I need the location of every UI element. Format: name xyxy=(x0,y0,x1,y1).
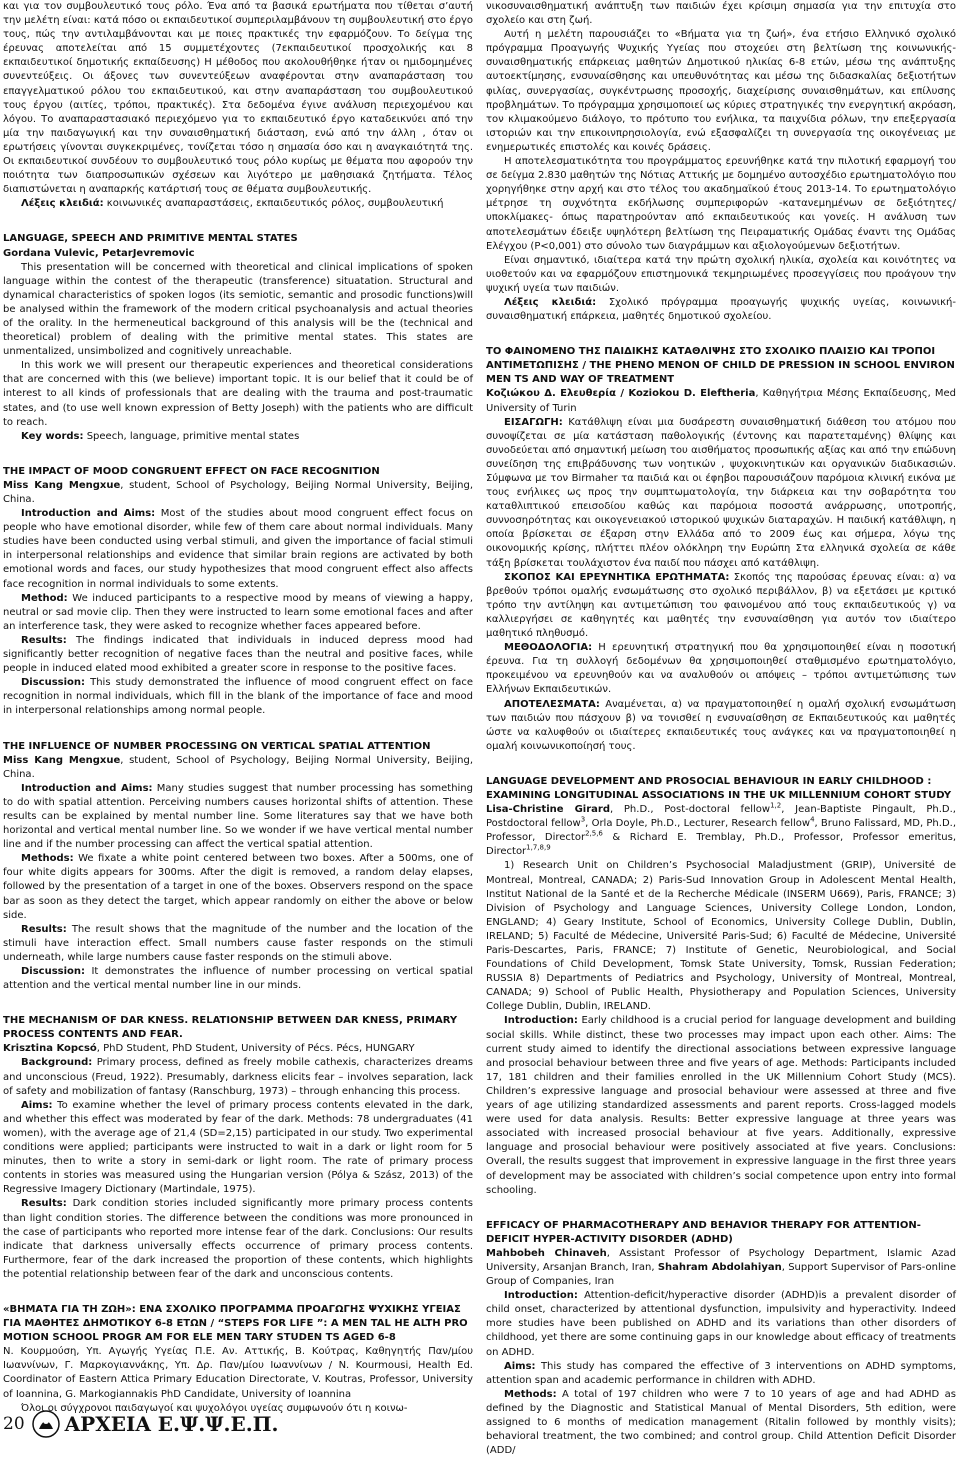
abstract-authors xyxy=(3,247,473,261)
section-text: To examine whether the level of primary process contents elevated in the dark, and whether this effect was moderated by fear of the dark. Methods: 78 undergraduates (41 women), with the average age of 21,4 (SD=2,15) participated in our study. Two experimental conditions were applied; participants were instructed to wait in a dark or light room for 5 minutes, then to write a story in semi-dark or light room. The rate of primary process contents in stories was measured using the Hungarian version (Pólya & Szász, 2013) of the Regressive Imagery Dictionary (Martindale, 1975). xyxy=(3,1099,473,1196)
section-label: Methods: xyxy=(504,1388,557,1400)
section-text: Αναμένεται, α) να πραγματοποιηθεί η ομαλή σχολική ενσωμάτωση των παιδιών που πάσχουν β) να τονισθεί η ενσυναίσθηση σε Εκπαιδευτικούς και μαθητές ώστε να καλυφθούν οι ιδιαίτερες εκπαιδευτικές τους ανάγκες και να πραγματοποιηθεί η ομαλή κοινωνικοποίησή τους. xyxy=(486,698,956,752)
section-text: Dark condition stories included significantly more primary process contents than light condition stories. The difference between the conditions was more pronounced in the case of participants who reported more intense fear of the dark. Conclusions: Our results indicate that darkness universally effects occurrence of primary process contents. Furthermore, fear of the dark increased the proportion of these contents, which highlights the potential relationship between fear of the dark and unconscious contents. xyxy=(3,1198,473,1280)
author-name: Shahram Abdolahiyan xyxy=(657,1261,782,1273)
section-label: Introduction: xyxy=(504,1290,578,1302)
section-label: ΑΠΟΤΕΛΕΣΜΑΤΑ: xyxy=(504,698,600,710)
keywords-label: Λέξεις κλειδιά: xyxy=(504,296,597,308)
author-name: Lisa-Christine Girard xyxy=(486,804,610,816)
paragraph xyxy=(3,782,473,852)
author-name: Miss Kang Mengxue xyxy=(3,754,121,766)
paragraph: και για τον συμβουλευτικό τους ρόλο. Ένα από τα βασικά ερωτήματα που τίθεται σ’αυτή την μελέτη είναι: κατά πόσο οι εκπαιδευτικοί συμπεριλαμβάνουν τη συμβουλευτική στο έργο τους, πώς την αντιλαμβάνονται και με ποιες πρακτικές την εφαρμόζουν. Το δείγμα της έρευνας αποτελείται από 15 συμμετέχοντες (7εκπαιδευτικοί προσχολικής και 8 εκπαιδευτικοί δημοτικής εκπαίδευσης) Η μέθοδος που ακολουθήθηκε ήταν οι ημιδομημένες συνεντεύξεις. Οι άξονες των συνεντεύξεων αναφέρονται στην αναπαράσταση του επαγγελματικού ρόλου του εκπαιδευτικού, και στην αναπαράσταση του συμβουλευτικού τους έργου (αιτίες, τρόποι, πρακτικές). Στα δεδομένα έγινε ανάλυση περιεχομένου και λόγου. Το αναπαραστασιακό περιεχόμενο για το εκπαιδευτικό έργο καταδεικνύει από την μία την παιδαγωγική και την συναισθηματική διάσταση, ενώ από την άλλη , όταν οι ερωτήσεις γίνονται συγκεκριμένες, τονίζεται τόσο η σημασία όσο και η αναγκαιότητά της. Οι εκπαιδευτικοί συνδέουν το συμβουλευτικό τους ρόλο κυρίως με θέματα που αφορούν την ποιότητα των διαπροσωπικών σχέσεων και λιγότερο με μαθησιακά ζητήματα. Τέλος διαπιστώνεται η αναπαρκής κατάρτισή τους σε θέματα συμβουλευτικής. xyxy=(3,1,473,196)
abstract-authors xyxy=(3,1042,473,1056)
paragraph xyxy=(486,1014,956,1197)
page-footer xyxy=(3,1404,303,1444)
paragraph xyxy=(3,1197,473,1282)
author-affiliation: , Support Supervisor of Pars-online Group of Companies, Iran xyxy=(486,1261,956,1288)
section-label: Results: xyxy=(21,634,67,646)
section-label: ΕΙΣΑΓΩΓΗ: xyxy=(504,416,563,428)
section-text: Primary process, defined as freely mobile cathexis, characterizes dreams and unconscious (Freud, 1922). Presumably, darkness elicits fear – involves separation, lack of safety and mobilization of fantasy (Ranschburg, 1973) – through enhancing this process. xyxy=(3,1057,473,1097)
paragraph xyxy=(3,965,473,993)
keywords-text: Speech, language, primitive mental states xyxy=(83,430,300,442)
abstract-authors: N. Κουρμούση, Υπ. Αγωγής Υγείας Π.Ε. Αν. Αττικής, Β. Κούτρας, Καθηγητής Παν/μίου Ιωαννίνων, Γ. Μαρκογιαννάκης, Υπ. Δρ. Παν/μίου Ιωαννίνων / N. Kourmousi, Health Ed. Coordinator of Eastern Attica Primary Education Directorate, V. Koutras, Professor, University of Ioannina, G. Markogiannakis PhD Candidate, University of Ioannina xyxy=(3,1346,473,1400)
paragraph: Είναι σημαντικό, ιδιαίτερα κατά την πρώτη σχολική ηλικία, σχολεία και κοινότητες να υιοθετούν και να εφαρμόζουν επιστημονικά τεκμηριωμένες προσεγγίσεις που προάγουν την ψυχική υγεία των παιδιών. xyxy=(486,254,956,294)
paragraph xyxy=(486,416,956,571)
affiliation-marker: 1,2 xyxy=(770,801,782,810)
section-text: Early childhood is a crucial period for language development and building social skills. While distinct, these two processes may impact upon each other. Aims: The current study aimed to identify the directional associations between expressive language and prosocial behaviour between three and five years of age. Methods: Participants included 17, 181 children and their families enrolled in the UK Millennium Cohort Study (MCS). Children’s expressive language and prosocial behaviour were assessed at three and five years of age utilizing standardized assessments and parent reports. Cross-lagged models were used for data analysis. Results: Better expressive language at three years was associated with increased prosocial behaviour at five years. Additionally, expressive language and prosocial behaviour were positively associated at five years. Conclusions: Overall, the results suggest that improvement in expressive language in the first three years of development may be associated with children’s social competence upon entry into formal schooling. xyxy=(486,1015,956,1196)
abstract-authors xyxy=(486,1247,956,1289)
section-label: Introduction: xyxy=(504,1015,578,1027)
section-text: It demonstrates the influence of number processing on vertical spatial attention and the vertical mental number line in our minds. xyxy=(3,966,473,992)
journal-emblem-icon xyxy=(31,1409,61,1439)
author-affiliation: , PhD Student, PhD Student, University of Pécs. Pécs, HUNGARY xyxy=(96,1043,415,1055)
paragraph xyxy=(486,641,956,697)
paragraph xyxy=(3,1056,473,1098)
section-label: Background: xyxy=(21,1057,93,1069)
abstract-title: THE IMPACT OF MOOD CONGRUENT EFFECT ON FACE RECOGNITION xyxy=(3,465,380,477)
affiliation-marker: 3 xyxy=(580,815,586,824)
right-column xyxy=(486,0,956,1458)
author-name: Gordana Vulevic, PetarJevremovic xyxy=(3,247,195,259)
abstract-title: LANGUAGE DEVELOPMENT AND PROSOCIAL BEHAVIOUR IN EARLY CHILDHOOD : EXAMINING LONGITUDINAL ASSOCIATIONS IN THE UK MILLENNIUM COHORT STUDY xyxy=(486,775,952,801)
abstract-authors xyxy=(486,387,956,415)
section-text: The findings indicated that individuals in induced depress mood had significantly better recognition of negative faces than the neutral and positive faces, while people in induced elated mood exhibited a greater score in response to the positive faces. xyxy=(3,634,473,675)
author-affiliation: , student, School of Psychology, Beijing Normal University, Beijing, China. xyxy=(3,479,473,505)
section-label: Introduction and Aims: xyxy=(21,782,153,794)
paragraph xyxy=(486,698,956,754)
abstract-title: EFFICACY OF PHARMACOTHERAPY AND BEHAVIOR THERAPY FOR ATTENTION-DEFICIT HYPER-ACTIVITY DISORDER (ADHD) xyxy=(486,1219,921,1245)
author-affiliation: , Bruno Falissard, MD, Ph.D., Professor, Director xyxy=(486,818,957,844)
section-label: ΜΕΘΟΔΟΛΟΓΙΑ: xyxy=(504,642,593,654)
author-affiliation: , student, School of Psychology, Beijing Normal University, Beijing, China. xyxy=(3,754,473,780)
paragraph xyxy=(486,1388,956,1458)
section-text: The result shows that the magnitude of the number and the location of the stimuli have interaction effect. Small numbers cause faster responds on the stimuli underneath, while large numbers cause faster responds on the stimuli above. xyxy=(3,923,473,963)
section-label: Discussion: xyxy=(21,966,86,977)
author-affiliation: , Orla Doyle, Ph.D., Lecturer, Research fellow xyxy=(585,818,811,830)
author-affiliation: , Ph.D., Post-doctoral fellow xyxy=(609,804,771,816)
keywords xyxy=(3,430,473,444)
affiliation-marker: 1,7,8,9 xyxy=(526,844,551,853)
section-label: Methods: xyxy=(21,853,74,865)
section-text: Attention-deficit/hyperactive disorder (ADHD)is a prevalent disorder of child onset, characterized by attentional dysfunction, impulsivity and hyperactivity. Indeed more studies have been published on ADHD and its variations than other disorders of childhood, yet there are some continuing gaps in our knowledge about efficacy of treatments on ADHD. xyxy=(486,1290,956,1358)
abstract-authors xyxy=(486,803,956,859)
keywords-label: Key words: xyxy=(21,430,84,442)
section-label: Results: xyxy=(21,923,67,935)
paragraph: In this work we will present our therapeutic experiences and theoretical considerations that are concerned with this (we believe) important topic. It is our belief that it could be of interest to all kinds of professionals that are dealing with the trauma and post-traumatic states, and (to use well known expression of Betty Joseph) with the patients who are difficult to reach. xyxy=(3,360,473,428)
paragraph xyxy=(486,571,956,641)
left-column xyxy=(3,0,473,1416)
section-text: This study demonstrated the influence of mood congruent effect on face recognition in normal individuals, which fill in the blank of the importance of face and mood in interpersonal relationships among normal people. xyxy=(3,677,473,717)
affiliation-marker: 4 xyxy=(810,815,815,824)
section-text: A total of 197 children who were 7 to 10 years of age and had ADHD as defined by the Diagnostic and Statistical Manual of Mental Disorders, 5th edition, were assigned to 6 months of medication management (Ritalin followed by monthly visits); behavioral treatment, the two combined; and control group. Child Attention Deficit Disorder (ADD/ xyxy=(486,1388,956,1457)
abstract-title: THE MECHANISM OF DAR KNESS. RELATIONSHIP BETWEEN DAR KNESS, PRIMARY PROCESS CONTENTS AND FEAR. xyxy=(3,1015,458,1041)
paragraph: Αυτή η μελέτη παρουσιάζει το «Βήματα για τη ζωή», ένα ετήσιο Ελληνικό σχολικό πρόγραμμα Προαγωγής Ψυχικής Υγείας που στοχεύει στη βελτίωση της κοινωνικής-συναισθηματικής επάρκειας μαθητών Δημοτικού ηλικίας 6-8 ετών, μέσω της ανάπτυξης αυτοεκτίμησης, ενσυναίσθησης και υπευθυνότητας και μέσω της διδασκαλίας δεξιοτήτων φιλίας, συνεργασίας, συγκέντρωσης προσοχής, διαχείρισης συναισθημάτων, και επίλυσης προβλημάτων. Το πρόγραμμα χρησιμοποιεί ως κύριες στρατηγικές την ενεργητική ακρόαση, τον κλιμακούμενο διάλογο, το πρότυπο του ενήλικα, τα παιχνίδια ρόλων, την επεξεργασία ιστοριών και την επικοινπρησιολογία, ενώ εξασφαλίζει τη συνεργασία της οικογένειας με ενημερωτικές επιστολές και κοινές δράσεις. xyxy=(486,29,956,153)
section-text: We induced participants to a respective mood by means of viewing a happy, neutral or sad movie clip. Then they were instructed to learn some emotional faces and after an interference task, they were asked to recognize whether faces appeared before. xyxy=(3,592,473,632)
paragraph xyxy=(3,592,473,634)
section-text: Most of the studies about mood congruent effect focus on people who have emotional disorder, while few of them care about normal individuals. Many studies have been conducted using verbal stimuli, and given the importance of facial stimuli in interpersonal relationships and evidence that similar brain regions are activated by both emotional words and faces, our study hypothesizes that mood congruent effect also affects face recognition in normal individuals to some extents. xyxy=(3,508,473,590)
section-text: Κατάθλιψη είναι μια δυσάρεστη συναισθηματική διάθεση του ατόμου που συνοψίζεται σε μία κατάσταση παθολογικής (έντονης και παρατεταμένης) θλίψης και συνοδεύεται από σημαντική μείωση του αισθήματος προσωπικής αξίας και από την επώδυνη συνείδηση της επιβράδυνσης των νοητικών , ψυχοκινητικών και οργανικών διαδικασιών. Σύμφωνα με τον Birmaher τα παιδιά και οι έφηβοι παρουσιάζουν παρόμοια κλινική εικόνα με τους ενήλικες ως προς την συμπτωματολογία, την διάρκεια και την σοβαρότητα του καταθλιπτικού επεισοδίου καθώς και παρόμοια ποσοστά ανάρρωσης, υποτροπής, συννοσηρότητας και οικογενειακού ιστορικού ψυχικών διαταραχών. Η παιδική κατάθλιψη, η οποία βρίσκεται σε έξαρση στην Ελλάδα από το 2009 έως και σήμερα, λόγω της οικονομικής κρίσης, πλήττει πλέον ολόκληρη την Ευρώπη Στα ελληνικά σχολεία σε κάθε τάξη βρίσκεται τουλάχιστον ένα παιδί που πάσχει από κατάθλιψη. xyxy=(486,416,956,569)
author-name: Κοζιώκου Δ. Ελευθερία / Koziokou D. Eleftheria xyxy=(486,388,756,400)
section-text: Many studies suggest that number processing has something to do with spatial attention. Perceiving numbers causes horizontal shifts of attention. These results can be explained by mental number line. Some literatures say that we have both horizontal and vertical mental number line. So we wonder if we have vertical mental number line and if the number processing can affect the vertical spatial attention. xyxy=(3,782,473,851)
paragraph xyxy=(486,1289,956,1359)
abstract-title: «ΒΗΜΑΤΑ ΓΙΑ ΤΗ ΖΩΗ»: ΕΝΑ ΣΧΟΛΙΚΟ ΠΡΟΓΡΑΜΜΑ ΠΡΟΑΓΩΓΗΣ ΨΥΧΙΚΗΣ ΥΓΕΙΑΣ ΓΙΑ ΜΑΘΗΤΕΣ ΔΗΜΟΤΙΚΟΥ 6-8 ΕΤΩΝ / “STEPS FOR LIFE ”: A MEN TAL HE ALTH PRO MOTION SCHOOL PROGR AM FOR ELE MEN TARY STUDEN TS AGED 6-8 xyxy=(3,1303,468,1344)
author-affiliation: , Assistant Professor of Psychology Department, Islamic Azad University, Arsanjan Branch, Iran, xyxy=(486,1247,957,1273)
section-label: Method: xyxy=(21,592,68,604)
page-number: 20 xyxy=(3,1414,25,1434)
abstract-authors xyxy=(3,479,473,507)
author-name: Miss Kang Mengxue xyxy=(3,479,121,491)
paragraph xyxy=(3,1099,473,1198)
affiliation-marker: 2,5,6 xyxy=(585,829,603,838)
section-label: Aims: xyxy=(504,1360,536,1372)
keywords-text: Σχολικό πρόγραμμα προαγωγής ψυχικής υγείας, κοινωνική-συναισθηματική επάρκεια, μαθητές δημοτικού σχολείου. xyxy=(486,296,956,323)
section-text: Σκοπός της παρούσας έρευνας είναι: α) να βρεθούν τρόποι ομαλής ενσωμάτωσης στο σχολικό περιβάλλον, β) να εξετάσει με κριτικό τρόπο την αντίληψη και αντιμετώπιση του φαινομένου από τους εκπαιδευτικούς γ) να καλλιεργήσει σε καθηγητές και μαθητές την ενσυναίσθηση για αυτόν τον ιδιαίτερο μαθητικό πληθυσμό. xyxy=(486,571,956,640)
section-text: This study has compared the effective of 3 interventions on ADHD symptoms, attention span and academic performance in children with ADHD. xyxy=(486,1360,956,1386)
abstract-authors xyxy=(3,754,473,782)
author-affiliation: , Καθηγήτρια Μέσης Εκπαίδευσης, Med University of Turin xyxy=(486,388,956,414)
section-label: ΣΚΟΠΟΣ ΚΑΙ ΕΡΕΥΝΗΤΙΚΑ ΕΡΩΤΗΜΑΤΑ: xyxy=(504,571,730,583)
paragraph: This presentation will be concerned with theoretical and clinical implications of spoken language within the contest of the therapeutic (transference) situatation. Structural and dynamical characteristics of spoken logos (its semiotic, semantic and prosodic functions)will be analysed within the framework of the modern critical psychoanalysis and actual theories of the orality. In the hermeneutical background of this analysis will be the (technical and theoretical) problem of dealing with the primitive mental states. This states are unmentalized, unsimbolized and cognitively unreachable. xyxy=(3,261,473,358)
paragraph xyxy=(3,507,473,592)
author-affiliation: , Jean-Baptiste Pingault, Ph.D., Postdoctoral fellow xyxy=(486,804,956,830)
section-label: Results: xyxy=(21,1198,67,1210)
section-text: We fixate a white point centered between two boxes. After a 500ms, one of four white digits appears for 300ms. After the digit is removed, a random delay elapses, followed by the presentation of a target in one of the boxes. Observers respond on the space bar as soon as they detect the target, which appear randomly on either the above or below side. xyxy=(3,853,473,921)
keywords xyxy=(486,296,956,324)
paragraph: Όλοι οι σύγχρονοι παιδαγωγοί και ψυχολόγοι υγείας συμφωνούν ότι η κοινω- xyxy=(21,1402,408,1414)
paragraph xyxy=(3,923,473,965)
keywords xyxy=(3,197,473,211)
paragraph: Η αποτελεσματικότητα του προγράμματος ερευνήθηκε κατά την πιλοτική εφαρμογή του σε δείγμα 2.830 μαθητών της Νότιας Αττικής με δομημένο αυτοσχέδιο ερωτηματολόγιο που χορηγήθηκε στην αρχή και στο τέλος του ακαδημαϊκού έτους 2013-14. Το ερωτηματολόγιο μέτρησε τη συχνότητα εκδήλωσης συμπεριφορών -κατανεμημένων σε δεξιότητες/υποκλίμακες- όπως παρατηρούνταν από εκπαιδευτικούς και γονείς. Η ανάλυση των αποτελεσμάτων έδειξε υψηλότερη βελτίωση της Πειραματικής Ομάδας έναντι της Ομάδας Ελέγχου (P<0,001) στο σύνολο των διαγράμμων και αξιολογούμενων δεξιοτήτων. xyxy=(486,156,956,252)
paragraph: νικοσυναισθηματική ανάπτυξη των παιδιών έχει κρίσιμη σημασία για την επιτυχία στο σχολείο και στη ζωή. xyxy=(486,1,956,27)
paragraph xyxy=(3,852,473,922)
author-affiliation: & Richard E. Tremblay, Ph.D., Professor, Professor emeritus, Director xyxy=(486,832,956,858)
keywords-text: κοινωνικές αναπαραστάσεις, εκπαιδευτικός ρόλος, συμβουλευτική xyxy=(103,198,444,210)
journal-name: ΑΡΧΕΙΑ Ε.Ψ.Ψ.Ε.Π. xyxy=(64,1412,279,1436)
section-label: Introduction and Aims: xyxy=(21,508,156,520)
section-text: Η ερευνητική στρατηγική που θα χρησιμοποιηθεί είναι η ποσοτική έρευνα. Για τη συλλογή δεδομένων θα χρησιμοποιηθεί σταθμισμένο ερωτηματολόγιο, προκειμένου να ερευνηθούν και να αναλυθούν οι απόψεις – τρόποι αντιμετώπισης των Ελλήνων Εκπαιδευτικών. xyxy=(486,642,956,696)
author-name: Krisztina Kopcsó xyxy=(3,1043,97,1055)
abstract-title: LANGUAGE, SPEECH AND PRIMITIVE MENTAL STATES xyxy=(3,233,298,245)
author-name: Mahbobeh Chinaveh xyxy=(486,1247,607,1259)
abstract-title: THE INFLUENCE OF NUMBER PROCESSING ON VERTICAL SPATIAL ATTENTION xyxy=(3,740,431,752)
section-label: Aims: xyxy=(21,1099,53,1111)
keywords-label: Λέξεις κλειδιά: xyxy=(21,198,104,210)
paragraph xyxy=(486,1360,956,1388)
paragraph xyxy=(3,676,473,718)
section-label: Discussion: xyxy=(21,677,86,689)
abstract-title: ΤΟ ΦΑΙΝΟΜΕΝΟ ΤΗΣ ΠΑΙΔΙΚΗΣ ΚΑΤΑΘΛΙΨΗΣ ΣΤΟ ΣΧΟΛΙΚΟ ΠΛΑΙΣΙΟ ΚΑΙ ΤΡΟΠΟΙ ΑΝΤΙΜΕΤΩΠΙΣΗΣ / THE PHENO MENON OF CHILD DE PRESSION IN SCHOOL ENVIRON MEN TS AND WAY OF TREATMENT xyxy=(486,346,955,386)
author-affiliations: 1) Research Unit on Children’s Psychosocial Maladjustment (GRIP), Université de Montreal, Montreal, CANADA; 2) Paris-Sud Innovation Group in Adolescent Mental Health, Institut National de la Santé et de la Recherche Médicale (INSERM U669), Paris, FRANCE; 3) Division of Psychology and Language Sciences, University College London, London, ENGLAND; 4) Geary Institute, School of Economics, University College Dublin, Dublin, IRELAND; 5) Faculté de Médecine, Université Paris-Sud; 6) Faculté de Médecine, Université Paris-Descartes, Paris, FRANCE; 7) Institute of Genetic, Neurobiological, and Social Foundations of Child Development, Tomsk State University, Tomsk, Russian Federation; RUSSIA 8) Departments of Pediatrics and Psychology, University of Montreal, Montreal, CANADA; 9) School of Public Health, Physiotherapy and Population Sciences, University College Dublin, Dublin, IRELAND. xyxy=(486,860,956,1013)
paragraph xyxy=(3,634,473,676)
